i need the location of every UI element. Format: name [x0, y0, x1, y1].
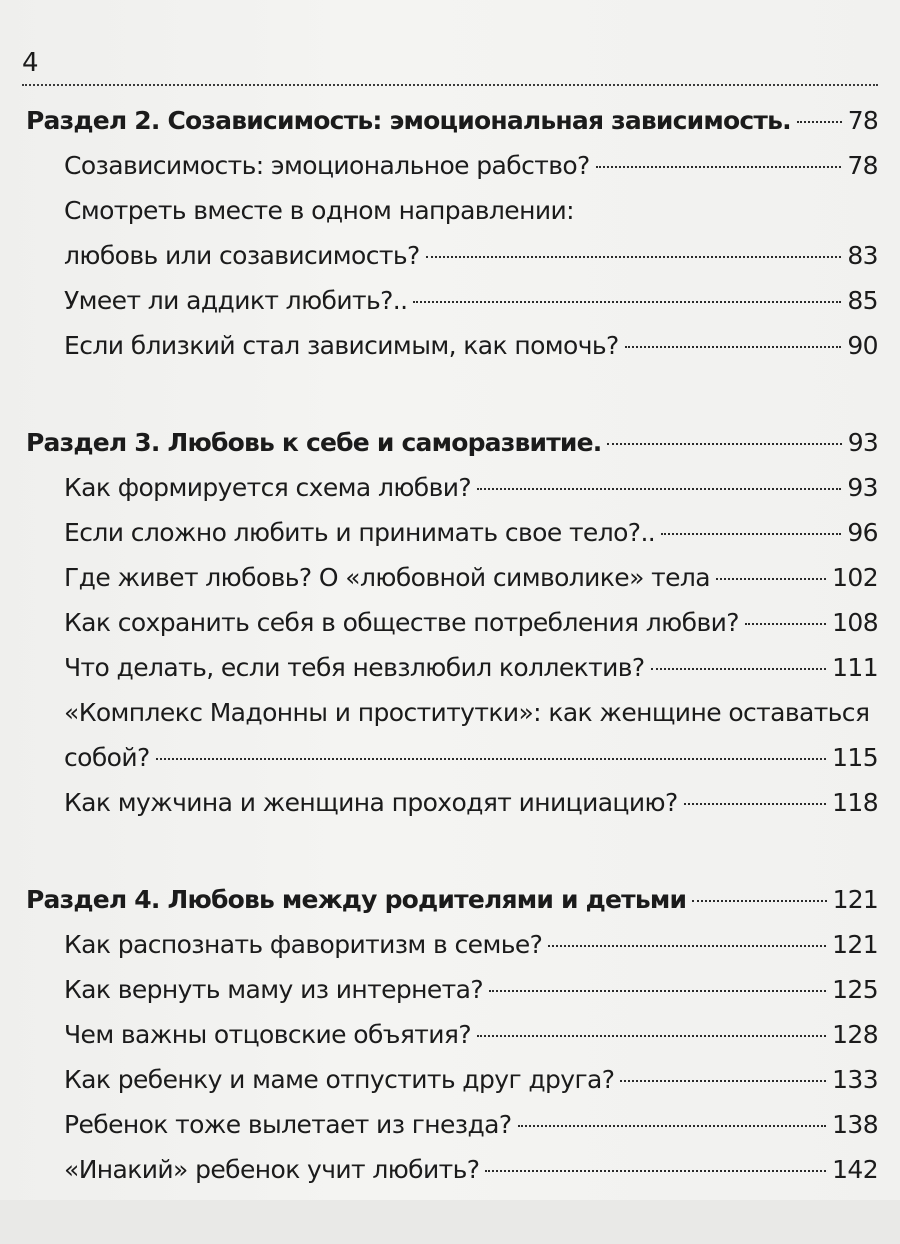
page-ref: 133 — [832, 1065, 878, 1094]
toc-entry — [22, 1102, 878, 1147]
page-ref: 90 — [847, 331, 878, 360]
entry-title: Как сохранить себя в обществе потребления любви? — [64, 608, 739, 637]
dot-leader — [477, 488, 841, 490]
entry-title: Ребенок тоже вылетает из гнезда? — [64, 1110, 512, 1139]
dot-leader — [620, 1080, 826, 1082]
toc-entry — [22, 555, 878, 600]
entry-title: «Комплекс Мадонны и проститутки»: как женщине оставаться — [64, 698, 870, 727]
section-heading — [22, 98, 878, 143]
page-ref: 118 — [832, 788, 878, 817]
page-ref: 111 — [832, 653, 878, 682]
entry-title: Как распознать фаворитизм в семье? — [64, 930, 543, 959]
entry-title: Смотреть вместе в одном направлении: — [64, 196, 574, 225]
entry-title: Чем важны отцовские объятия? — [64, 1020, 471, 1049]
entry-title: Как формируется схема любви? — [64, 473, 472, 502]
page-ref: 102 — [832, 563, 878, 592]
entry-title: Созависимость: эмоциональное рабство? — [64, 151, 590, 180]
toc-entry — [22, 922, 878, 967]
entry-title: Как ребенку и маме отпустить друг друга? — [64, 1065, 615, 1094]
entry-title: Как мужчина и женщина проходят инициацию? — [64, 788, 678, 817]
dot-leader — [413, 301, 841, 303]
page-ref: 78 — [847, 151, 878, 180]
toc-entry-continuation — [22, 233, 878, 278]
table-of-contents — [22, 98, 878, 1244]
entry-title: Умеет ли аддикт любить?.. — [64, 286, 408, 315]
dot-leader — [156, 758, 826, 760]
page-ref: 108 — [832, 608, 878, 637]
dot-leader — [625, 346, 842, 348]
toc-section — [22, 98, 878, 368]
dot-leader — [548, 945, 826, 947]
page-ref: 121 — [832, 930, 878, 959]
toc-entry — [22, 143, 878, 188]
dot-leader — [607, 443, 841, 445]
toc-entry — [22, 188, 878, 233]
toc-entry — [22, 645, 878, 690]
entry-title-continuation: собой? — [64, 743, 150, 772]
dot-leader — [489, 990, 826, 992]
page-ref: 138 — [832, 1110, 878, 1139]
toc-entry — [22, 1147, 878, 1192]
header-dotted-rule — [22, 84, 878, 86]
page-ref: 115 — [832, 743, 878, 772]
section-heading — [22, 420, 878, 465]
dot-leader — [651, 668, 827, 670]
entry-title: «Инакий» ребенок учит любить? — [64, 1155, 480, 1184]
dot-leader — [716, 578, 826, 580]
page-ref: 93 — [847, 473, 878, 502]
page-ref: 128 — [832, 1020, 878, 1049]
dot-leader — [485, 1170, 826, 1172]
page-ref: 85 — [847, 286, 878, 315]
section-title: Раздел 2. Созависимость: эмоциональная зависимость. — [26, 106, 791, 135]
dot-leader — [518, 1125, 827, 1127]
toc-entry-continuation — [22, 735, 878, 780]
page-ref: 78 — [847, 106, 878, 135]
page-ref: 93 — [847, 428, 878, 457]
section-title: Раздел 4. Любовь между родителями и детьми — [26, 885, 687, 914]
dot-leader — [797, 121, 842, 123]
toc-entry — [22, 323, 878, 368]
toc-entry — [22, 510, 878, 555]
toc-section — [22, 420, 878, 825]
dot-leader — [426, 256, 842, 258]
dot-leader — [661, 533, 841, 535]
section-heading — [22, 877, 878, 922]
toc-entry — [22, 1012, 878, 1057]
page-ref: 121 — [832, 885, 878, 914]
dot-leader — [692, 900, 826, 902]
dot-leader — [596, 166, 842, 168]
page-ref: 125 — [832, 975, 878, 1004]
toc-entry — [22, 967, 878, 1012]
toc-section — [22, 877, 878, 1192]
page-ref: 83 — [847, 241, 878, 270]
entry-title: Если близкий стал зависимым, как помочь? — [64, 331, 619, 360]
entry-title: Если сложно любить и принимать свое тело?.. — [64, 518, 656, 547]
toc-entry — [22, 278, 878, 323]
toc-entry — [22, 600, 878, 645]
entry-title: Что делать, если тебя невзлюбил коллектив? — [64, 653, 645, 682]
page-ref: 96 — [847, 518, 878, 547]
page-ref: 142 — [832, 1155, 878, 1184]
entry-title: Где живет любовь? О «любовной символике» тела — [64, 563, 710, 592]
toc-entry — [22, 1057, 878, 1102]
page-number: 4 — [22, 48, 39, 78]
dot-leader — [745, 623, 826, 625]
toc-entry — [22, 780, 878, 825]
entry-title-continuation: любовь или созависимость? — [64, 241, 420, 270]
entry-title: Как вернуть маму из интернета? — [64, 975, 484, 1004]
toc-entry — [22, 465, 878, 510]
section-title: Раздел 3. Любовь к себе и саморазвитие. — [26, 428, 602, 457]
toc-entry — [22, 690, 878, 735]
dot-leader — [684, 803, 826, 805]
dot-leader — [477, 1035, 826, 1037]
